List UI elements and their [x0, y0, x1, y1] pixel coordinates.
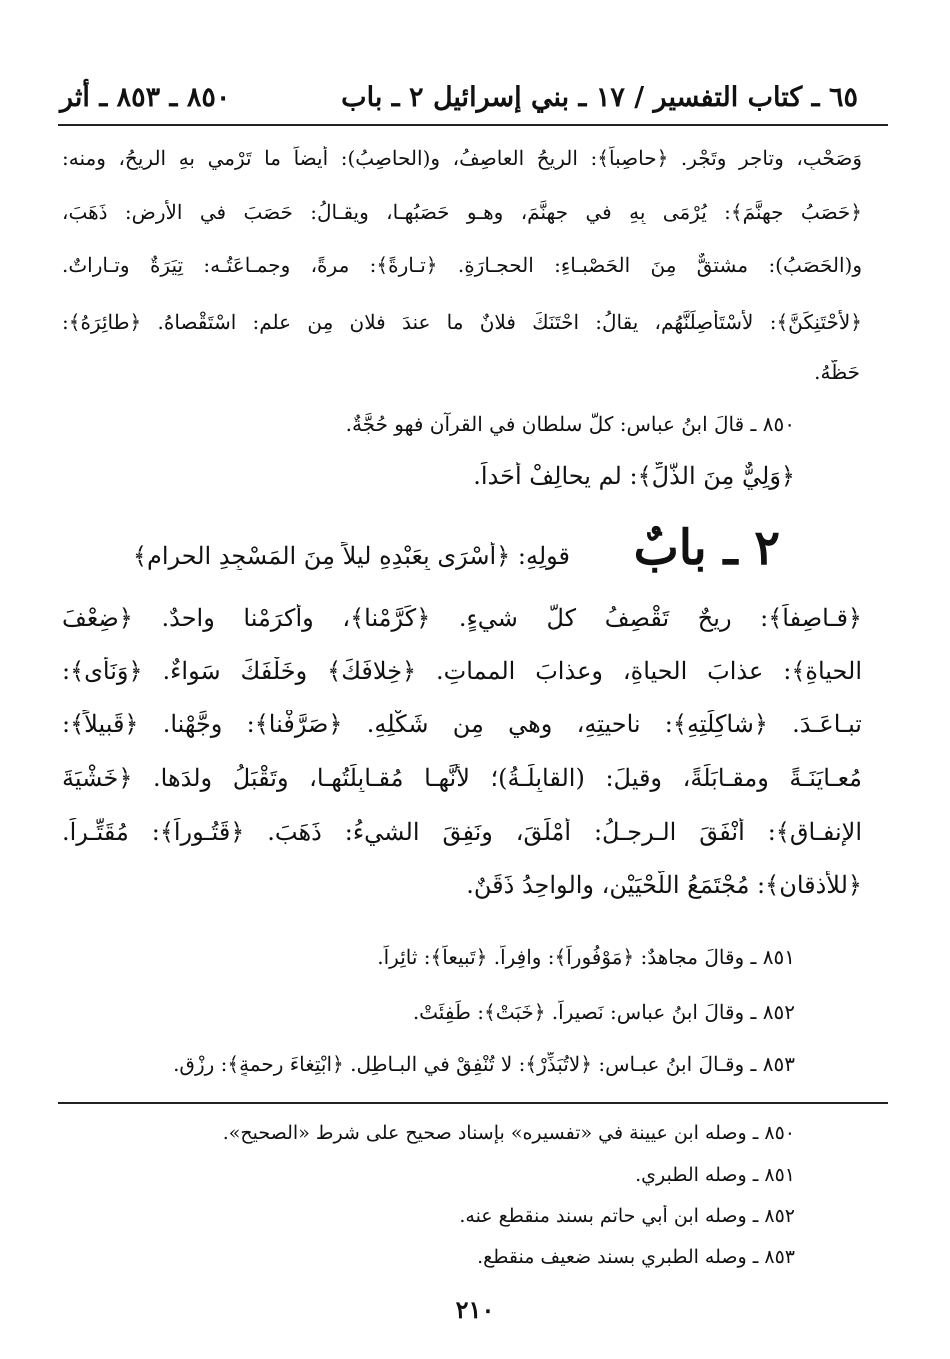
bab-heading — [634, 520, 780, 576]
running-header-chapter: ٦٥ ـ كتاب التفسير / ١٧ ـ بني إسرائيل ٢ ـ باب — [341, 82, 858, 113]
waliy-line: ﴿وَلِيٌّ مِنَ الذُّلِّ﴾: لم يحالِفْ أَحَداً. — [473, 462, 795, 490]
bab-text: قولِهِ: ﴿أَسْرَى بِعَبْدِهِ ليلاً مِنَ المَسْجِدِ الحرامِ﴾ — [132, 542, 570, 570]
bab-line: ﴿قـاصِفاً﴾: ريحٌ تَقْصِفُ كلَّ شيءٍ. ﴿كَرَّمْنا﴾، وأكرَمْنا واحدٌ. ﴿ضِعْفَ — [62, 604, 862, 632]
bab-line: تبـاعَـدَ. ﴿شاكِلَتِهِ﴾: ناحيتِهِ، وهي مِن شَكْلِهِ. ﴿صَرَّفْنا﴾: وجَّهْنا. ﴿قَبيلاً﴾: — [62, 710, 862, 738]
athar-852: ٨٥٢ ـ وقالَ ابنُ عباسٍ: نَصيراً. ﴿خَبَتْ﴾: طَفِئَتْ. — [412, 1000, 795, 1024]
page-number: ٢١٠ — [455, 1295, 495, 1324]
bab-line: الإنفـاقِ﴾: أنْفَقَ الـرجـلُ: أَمْلَقَ، ونَفِقَ الشيءُ: ذَهَبَ. ﴿قَتُـوراً﴾: مُقَتِّـراً. — [62, 818, 862, 846]
athar-853: ٨٥٣ ـ وقـالَ ابنُ عبـاسٍ: ﴿لاتُبَذِّرْ﴾: لا تُنْفِقْ في البـاطِلِ. ﴿ابْتِغاءَ رحمةٍ﴾: رِزْقٍ. — [173, 1052, 795, 1076]
footnote-rule — [58, 1102, 888, 1104]
intro-line: ﴿لأحْتَنِكَنَّ﴾: لأَسْتَأْصِلَنَّهُم، يقالُ: احْتَنَكَ فلانٌ ما عندَ فلانٍ مِن علمٍ: اسْتَقْصاهُ. ﴿طائِرَهُ﴾: — [62, 310, 862, 334]
bab-line: ﴿للأذقانِ﴾: مُجْتَمَعُ اللَّحْيَيْنِ، والواحِدُ ذَقَنٌ. — [466, 871, 862, 899]
intro-line: ﴿حَصَبُ جهنَّمَ﴾: يُرْمَى بِهِ في جهنَّمَ، وهـو حَصَبُهـا، ويقـالُ: حَصَبَ في الأرضِ: ذَهَبَ، — [62, 200, 862, 224]
footnote-852: ٨٥٢ ـ وصله ابن أبي حاتم بسند منقطع عنه. — [459, 1205, 795, 1227]
bab-line: الحياةِ﴾: عذابَ الحياةِ، وعذابَ المماتِ. ﴿خِلافَكَ﴾ وخَلْفَكَ سَواءٌ. ﴿وَنَأَى﴾: — [62, 657, 862, 685]
intro-line: حَظَّهُ. — [814, 360, 860, 384]
athar-850: ٨٥٠ ـ قالَ ابنُ عباسٍ: كلُّ سلطانٍ في القرآنِ فهو حُجَّةٌ. — [345, 412, 795, 436]
footnote-853: ٨٥٣ ـ وصله الطبري بسند ضعيف منقطع. — [477, 1246, 795, 1268]
bab-title: ٢ ـ بابٌ — [633, 520, 780, 576]
athar-851: ٨٥١ ـ وقالَ مجاهدٌ: ﴿مَوْفُوراً﴾: وافِراً. ﴿تَبيعاً﴾: ثائِراً. — [377, 945, 795, 969]
footnote-850: ٨٥٠ ـ وصله ابن عيينة في «تفسيره» بإسناد صحيح على شرط «الصحيح». — [222, 1122, 795, 1144]
running-header-range: ٨٥٠ ـ ٨٥٣ ـ أثر — [60, 82, 231, 113]
header-rule — [58, 124, 888, 126]
footnote-851: ٨٥١ ـ وصله الطبري. — [635, 1164, 795, 1186]
intro-line: وَصَحْبٍ، وتاجرٍ وتَجْرٍ. ﴿حاصِباً﴾: الريحُ العاصِفُ، و(الحاصِبُ): أيضاً ما تَرْمي بهِ الريحُ، ومنه: — [62, 146, 862, 170]
intro-line: و(الحَصَبُ): مشتقٌّ مِنَ الحَصْبـاءِ: الحجـارَةِ. ﴿تـارةً﴾: مرةً، وجمـاعَتُـه: تِيَرَةٌ وتـاراتٌ. — [62, 253, 862, 277]
bab-line: مُعـايَنَـةً ومقـابَلَةً، وقيلَ: (القابِلَـةُ)؛ لأنَّهـا مُقـابِلَتُهـا، وتَقْبَلُ ولدَها. ﴿خَشْيَةَ — [62, 764, 862, 792]
